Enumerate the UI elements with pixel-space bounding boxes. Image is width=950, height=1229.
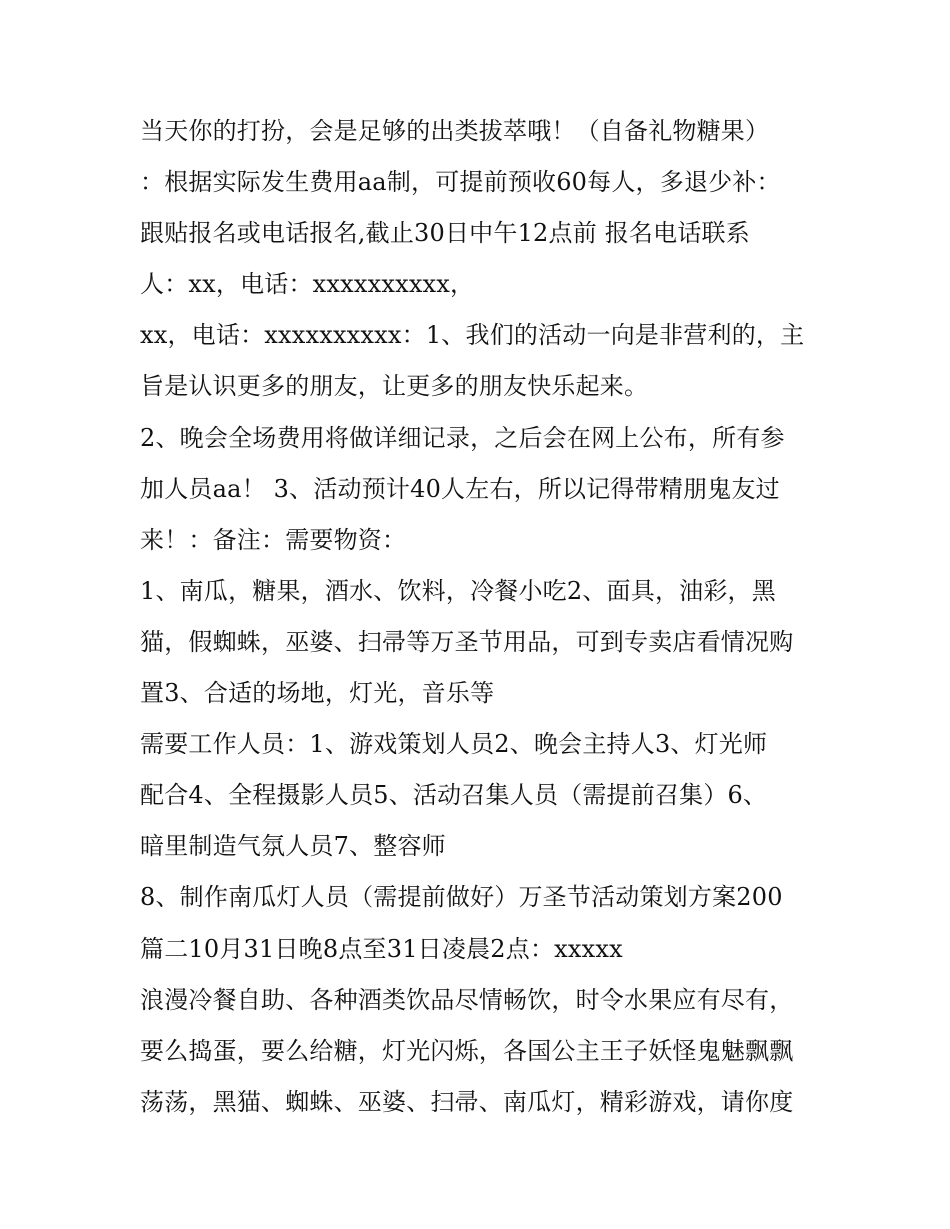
text-line-7: 2、晚会全场费用将做详细记录，之后会在网上公布，所有参 bbox=[140, 423, 785, 452]
text-line-16: 8、制作南瓜灯人员（需提前做好）万圣节活动策划方案200 bbox=[140, 883, 783, 912]
text-line-5: xx，电话：xxxxxxxxxx：1、我们的活动一向是非营利的，主 bbox=[140, 321, 805, 350]
text-line-18: 浪漫冷餐自助、各种酒类饮品尽情畅饮，时令水果应有尽有， bbox=[140, 985, 794, 1014]
text-line-13: 需要工作人员：1、游戏策划人员2、晚会主持人3、灯光师 bbox=[140, 730, 768, 759]
text-line-12: 置3、合适的场地，灯光，音乐等 bbox=[140, 679, 495, 708]
text-line-10: 1、南瓜，糖果，酒水、饮料，冷餐小吃2、面具，油彩，黑 bbox=[140, 576, 776, 605]
text-line-20: 荡荡，黑猫、蜘蛛、巫婆、扫帚、南瓜灯，精彩游戏，请你度 bbox=[140, 1087, 794, 1116]
text-line-3: 跟贴报名或电话报名,截止30日中午12点前 报名电话联系 bbox=[140, 219, 750, 248]
text-line-6: 旨是认识更多的朋友，让更多的朋友快乐起来。 bbox=[140, 372, 649, 401]
text-line-14: 配合4、全程摄影人员5、活动召集人员（需提前召集）6、 bbox=[140, 781, 768, 810]
text-line-9: 来！：备注：需要物资： bbox=[140, 525, 407, 554]
text-line-19: 要么捣蛋，要么给糖，灯光闪烁，各国公主王子妖怪鬼魅飘飘 bbox=[140, 1036, 794, 1065]
text-line-17: 篇二10月31日晚8点至31日凌晨2点：xxxxx bbox=[140, 934, 623, 963]
text-line-15: 暗里制造气氛人员7、整容师 bbox=[140, 832, 446, 861]
text-line-8: 加人员aa！ 3、活动预计40人左右，所以记得带精朋鬼友过 bbox=[140, 474, 780, 503]
text-line-4: 人：xx，电话：xxxxxxxxxx， bbox=[140, 270, 475, 299]
text-line-1: 当天你的打扮，会是足够的出类拔萃哦！（自备礼物糖果） bbox=[140, 117, 770, 145]
body-text bbox=[140, 106, 840, 1128]
text-line-11: 猫，假蜘蛛，巫婆、扫帚等万圣节用品，可到专卖店看情况购 bbox=[140, 627, 794, 656]
text-line-2: ：根据实际发生费用aa制，可提前预收60每人，多退少补： bbox=[140, 168, 781, 197]
